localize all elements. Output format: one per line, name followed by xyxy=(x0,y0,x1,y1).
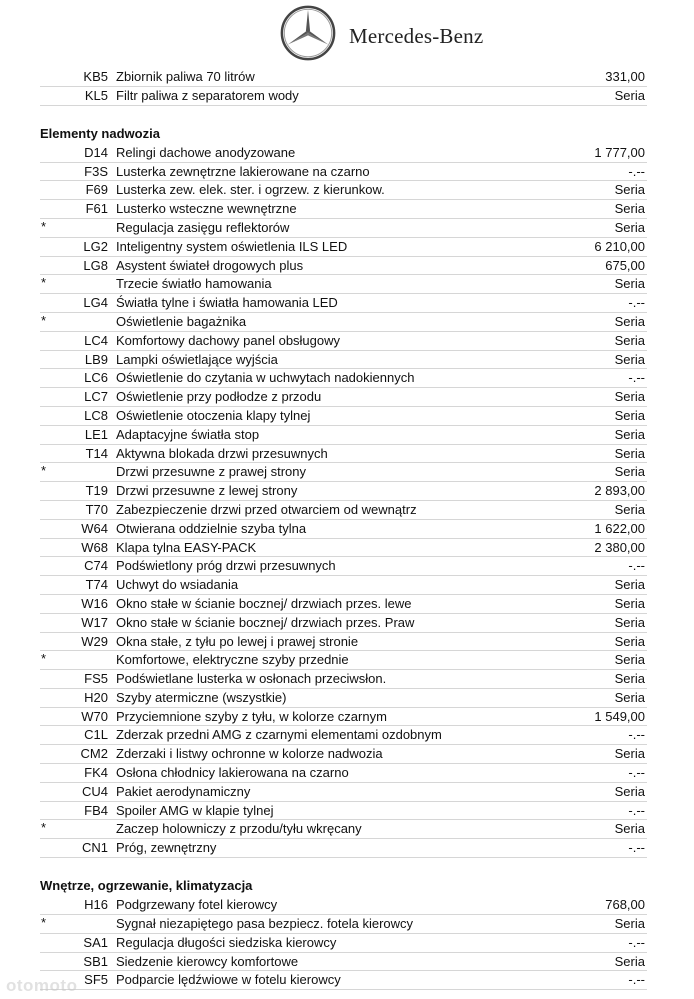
option-row xyxy=(40,915,647,934)
option-description: Siedzenie kierowcy komfortowe xyxy=(116,953,299,969)
option-price: -.-- xyxy=(628,370,645,386)
option-description: Podparcie lędźwiowe w fotelu kierowcy xyxy=(116,972,341,988)
option-price: Seria xyxy=(614,426,645,442)
option-code: FB4 xyxy=(84,802,108,818)
option-code: W70 xyxy=(81,708,108,724)
option-price: -.-- xyxy=(628,295,645,311)
option-price: 675,00 xyxy=(605,257,645,273)
option-price: Seria xyxy=(614,219,645,235)
option-description: Zderzak przedni AMG z czarnymi elementami ozdobnym xyxy=(116,727,442,743)
option-code: F61 xyxy=(85,201,108,217)
watermark: otomoto xyxy=(6,976,78,995)
option-description: Zderzaki i listwy ochronne w kolorze nadwozia xyxy=(116,746,383,762)
option-row xyxy=(40,745,647,764)
option-code: LB9 xyxy=(84,351,108,367)
option-row xyxy=(40,633,647,652)
option-code: H16 xyxy=(84,897,108,913)
option-description: Podgrzewany fotel kierowcy xyxy=(116,897,278,913)
option-description: Oświetlenie do czytania w uchwytach nadokiennych xyxy=(116,370,415,386)
option-row xyxy=(40,802,647,821)
option-description: Światła tylne i światła hamowania LED xyxy=(116,295,338,311)
option-row xyxy=(40,614,647,633)
option-row xyxy=(40,595,647,614)
option-code: F69 xyxy=(85,182,108,198)
option-code: LG2 xyxy=(83,238,108,254)
option-code: LC4 xyxy=(84,332,108,348)
option-description: Inteligentny system oświetlenia ILS LED xyxy=(116,238,348,254)
option-description: Aktywna blokada drzwi przesuwnych xyxy=(116,445,328,461)
option-price: Seria xyxy=(614,652,645,668)
standard-marker: * xyxy=(41,275,47,291)
option-description: Lampki oświetlające wyjścia xyxy=(116,351,278,367)
option-description: Adaptacyjne światła stop xyxy=(116,426,260,442)
option-row xyxy=(40,820,647,839)
standard-marker: * xyxy=(41,915,47,931)
mercedes-star-icon xyxy=(279,4,337,62)
option-code: CM2 xyxy=(80,746,108,762)
option-description: Komfortowe, elektryczne szyby przednie xyxy=(116,652,349,668)
option-description: Asystent świateł drogowych plus xyxy=(116,257,304,273)
option-row xyxy=(40,369,647,388)
brand-wordmark: Mercedes-Benz xyxy=(349,24,484,48)
option-description: Oświetlenie przy podłodze z przodu xyxy=(116,389,322,405)
option-code: LC8 xyxy=(84,407,108,423)
option-description: Próg, zewnętrzny xyxy=(116,840,217,856)
option-code: KB5 xyxy=(83,69,108,84)
option-row xyxy=(40,689,647,708)
option-price: Seria xyxy=(614,614,645,630)
section-gap xyxy=(40,858,647,877)
option-code: W68 xyxy=(81,539,108,555)
option-description: Podświetlony próg drzwi przesuwnych xyxy=(116,558,336,574)
option-row xyxy=(40,68,647,87)
option-code: T74 xyxy=(85,577,108,593)
option-row xyxy=(40,463,647,482)
standard-marker: * xyxy=(41,312,47,328)
option-price: 1 622,00 xyxy=(594,520,645,536)
option-code: CN1 xyxy=(81,840,108,856)
option-code: W64 xyxy=(81,520,108,536)
option-description: Regulacja zasięgu reflektorów xyxy=(116,219,290,235)
option-description: Trzecie światło hamowania xyxy=(116,276,272,292)
option-row xyxy=(40,144,647,163)
section-heading: Elementy nadwozia xyxy=(40,125,160,141)
option-description: Oświetlenie otoczenia klapy tylnej xyxy=(116,407,311,423)
option-code: LE1 xyxy=(84,426,108,442)
option-code: KL5 xyxy=(84,87,108,103)
option-price: Seria xyxy=(614,953,645,969)
option-price: Seria xyxy=(614,916,645,932)
option-row xyxy=(40,783,647,802)
section-heading: Wnętrze, ogrzewanie, klimatyzacja xyxy=(40,878,253,894)
option-description: Okno stałe w ścianie bocznej/ drzwiach przes. Praw xyxy=(116,614,415,630)
option-description: Lusterka zewnętrzne lakierowane na czarno xyxy=(116,163,370,179)
option-row xyxy=(40,388,647,407)
option-price: Seria xyxy=(614,689,645,705)
option-price: 331,00 xyxy=(605,69,645,84)
option-price: Seria xyxy=(614,332,645,348)
option-description: Uchwyt do wsiadania xyxy=(116,577,239,593)
option-description: Sygnał niezapiętego pasa bezpiecz. fotela kierowcy xyxy=(116,916,414,932)
option-description: Okna stałe, z tyłu po lewej i prawej stronie xyxy=(116,633,359,649)
option-row xyxy=(40,257,647,276)
option-row xyxy=(40,896,647,915)
option-price: -.-- xyxy=(628,934,645,950)
option-code: T19 xyxy=(85,483,108,499)
option-row xyxy=(40,200,647,219)
option-code: CU4 xyxy=(81,783,108,799)
option-row xyxy=(40,426,647,445)
option-description: Szyby atermiczne (wszystkie) xyxy=(116,689,287,705)
option-description: Filtr paliwa z separatorem wody xyxy=(116,87,299,103)
option-description: Osłona chłodnicy lakierowana na czarno xyxy=(116,765,349,781)
option-row xyxy=(40,275,647,294)
option-price: -.-- xyxy=(628,163,645,179)
option-price: Seria xyxy=(614,746,645,762)
option-description: Podświetlane lusterka w osłonach przeciwsłon. xyxy=(116,671,387,687)
option-row xyxy=(40,557,647,576)
option-row xyxy=(40,482,647,501)
option-price: Seria xyxy=(614,501,645,517)
option-row xyxy=(40,576,647,595)
option-price: Seria xyxy=(614,389,645,405)
standard-marker: * xyxy=(41,820,47,836)
option-price: Seria xyxy=(614,182,645,198)
option-price: 1 777,00 xyxy=(594,144,645,160)
standard-marker: * xyxy=(41,218,47,234)
option-price: Seria xyxy=(614,464,645,480)
option-price: Seria xyxy=(614,595,645,611)
option-code: LC6 xyxy=(84,370,108,386)
section-gap xyxy=(40,106,647,125)
option-description: Zaczep holowniczy z przodu/tyłu wkręcany xyxy=(116,821,362,837)
option-description: Zabezpieczenie drzwi przed otwarciem od wewnątrz xyxy=(116,501,417,517)
option-description: Oświetlenie bagażnika xyxy=(116,313,247,329)
option-row xyxy=(40,726,647,745)
option-code: FS5 xyxy=(84,671,108,687)
option-price: Seria xyxy=(614,783,645,799)
option-code: W16 xyxy=(81,595,108,611)
option-price: Seria xyxy=(614,671,645,687)
option-row xyxy=(40,971,647,990)
option-row xyxy=(40,708,647,727)
option-code: C74 xyxy=(84,558,108,574)
option-description: Spoiler AMG w klapie tylnej xyxy=(116,802,274,818)
option-row xyxy=(40,181,647,200)
option-price: 1 549,00 xyxy=(594,708,645,724)
option-row xyxy=(40,934,647,953)
option-description: Pakiet aerodynamiczny xyxy=(116,783,251,799)
option-description: Drzwi przesuwne z prawej strony xyxy=(116,464,307,480)
option-price: 2 893,00 xyxy=(594,483,645,499)
option-row xyxy=(40,87,647,106)
option-description: Drzwi przesuwne z lewej strony xyxy=(116,483,298,499)
option-row xyxy=(40,670,647,689)
option-price: Seria xyxy=(614,87,645,103)
option-row xyxy=(40,651,647,670)
option-price: -.-- xyxy=(628,558,645,574)
option-price: Seria xyxy=(614,445,645,461)
option-price: Seria xyxy=(614,407,645,423)
option-description: Przyciemnione szyby z tyłu, w kolorze czarnym xyxy=(116,708,387,724)
brand-header xyxy=(0,0,694,68)
option-description: Relingi dachowe anodyzowane xyxy=(116,144,296,160)
option-description: Otwierana oddzielnie szyba tylna xyxy=(116,520,307,536)
option-row xyxy=(40,238,647,257)
option-row xyxy=(40,219,647,238)
option-price: Seria xyxy=(614,313,645,329)
option-description: Okno stałe w ścianie bocznej/ drzwiach przes. lewe xyxy=(116,595,412,611)
option-code: W29 xyxy=(81,633,108,649)
option-price: Seria xyxy=(614,351,645,367)
option-row xyxy=(40,539,647,558)
option-code: LC7 xyxy=(84,389,108,405)
standard-marker: * xyxy=(41,463,47,479)
option-description: Lusterko wsteczne wewnętrzne xyxy=(116,201,297,217)
option-row xyxy=(40,764,647,783)
option-code: SF5 xyxy=(84,972,108,988)
option-price: Seria xyxy=(614,633,645,649)
option-code: D14 xyxy=(84,144,108,160)
option-code: T70 xyxy=(85,501,108,517)
option-row xyxy=(40,445,647,464)
option-price: -.-- xyxy=(628,765,645,781)
option-price: -.-- xyxy=(628,802,645,818)
option-code: LG4 xyxy=(83,295,108,311)
option-row xyxy=(40,839,647,858)
option-price: -.-- xyxy=(628,972,645,988)
option-code: C1L xyxy=(84,727,108,743)
option-price: -.-- xyxy=(628,727,645,743)
option-price: Seria xyxy=(614,577,645,593)
option-description: Klapa tylna EASY-PACK xyxy=(116,539,257,555)
option-code: SA1 xyxy=(83,934,108,950)
option-row xyxy=(40,163,647,182)
option-row xyxy=(40,501,647,520)
option-code: LG8 xyxy=(83,257,108,273)
option-price: 6 210,00 xyxy=(594,238,645,254)
option-row xyxy=(40,332,647,351)
option-code: W17 xyxy=(81,614,108,630)
option-code: FK4 xyxy=(84,765,108,781)
option-price: 768,00 xyxy=(605,897,645,913)
option-price: Seria xyxy=(614,821,645,837)
option-row xyxy=(40,407,647,426)
option-description: Regulacja długości siedziska kierowcy xyxy=(116,934,337,950)
standard-marker: * xyxy=(41,651,47,667)
option-description: Zbiornik paliwa 70 litrów xyxy=(116,69,255,84)
option-description: Komfortowy dachowy panel obsługowy xyxy=(116,332,341,348)
option-row xyxy=(40,953,647,972)
option-code: SB1 xyxy=(83,953,108,969)
option-code: F3S xyxy=(84,163,108,179)
options-list xyxy=(40,68,647,990)
option-description: Lusterka zew. elek. ster. i ogrzew. z kierunkow. xyxy=(116,182,385,198)
option-price: Seria xyxy=(614,276,645,292)
option-code: T14 xyxy=(85,445,108,461)
option-price: -.-- xyxy=(628,840,645,856)
option-price: 2 380,00 xyxy=(594,539,645,555)
option-row xyxy=(40,520,647,539)
option-price: Seria xyxy=(614,201,645,217)
option-code: H20 xyxy=(84,689,108,705)
option-row xyxy=(40,313,647,332)
option-row xyxy=(40,294,647,313)
option-row xyxy=(40,351,647,370)
